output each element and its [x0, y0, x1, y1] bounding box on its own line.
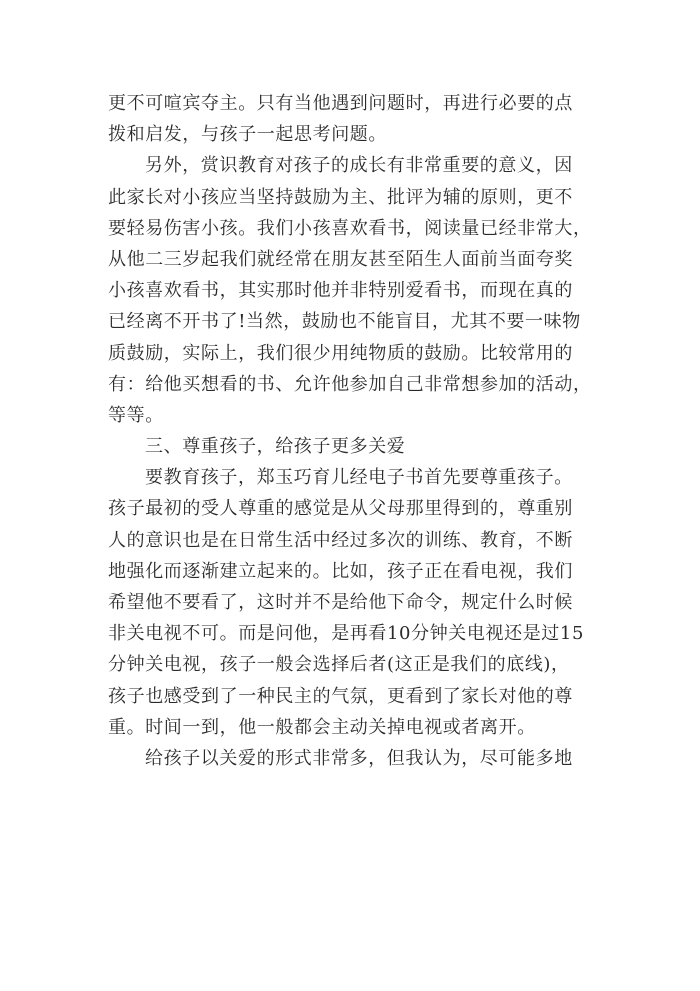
text-line: 更不可喧宾夺主。只有当他遇到问题时，再进行必要的点: [108, 93, 573, 114]
text-line: 此家长对小孩应当坚持鼓励为主、批评为辅的原则，更不: [108, 186, 573, 208]
text-line: 质鼓励，实际上，我们很少用纯物质的鼓励。比较常用的: [108, 342, 573, 364]
text-line: 地强化而逐渐建立起来的。比如，孩子正在看电视，我们: [108, 560, 573, 582]
text-line: 从他二三岁起我们就经常在朋友甚至陌生人面前当面夸奖: [108, 248, 573, 270]
text-line: 孩子也感受到了一种民主的气氛，更看到了家长对他的尊: [108, 685, 573, 707]
text-line: 要教育孩子，郑玉巧育儿经电子书首先要尊重孩子。: [145, 467, 573, 489]
text-line: 分钟关电视，孩子一般会选择后者(这正是我们的底线)，: [108, 654, 570, 676]
text-line: 给孩子以关爱的形式非常多，但我认为，尽可能多地: [145, 747, 573, 769]
text-line: 非关电视不可。而是问他，是再看10分钟关电视还是过15: [108, 623, 585, 645]
text-line: 小孩喜欢看书，其实那时他并非特别爱看书，而现在真的: [108, 280, 573, 302]
text-line: 重。时间一到，他一般都会主动关掉电视或者离开。: [108, 716, 536, 738]
text-line: 等等。: [108, 404, 164, 426]
text-line: 拨和启发，与孩子一起思考问题。: [108, 124, 387, 146]
text-line: 已经离不开书了!当然，鼓励也不能盲目，尤其不要一味物: [108, 311, 581, 333]
text-line: 有：给他买想看的书、允许他参加自己非常想参加的活动，: [108, 373, 592, 395]
text-line: 三、尊重孩子，给孩子更多关爱: [145, 436, 406, 458]
text-line: 要轻易伤害小孩。我们小孩喜欢看书，阅读量已经非常大，: [108, 217, 592, 239]
text-line: 希望他不要看了，这时并不是给他下命令，规定什么时候: [108, 592, 573, 613]
text-line: 另外，赏识教育对孩子的成长有非常重要的意义，因: [145, 155, 573, 177]
document-body: [108, 88, 592, 774]
text-line: 人的意识也是在日常生活中经过多次的训练、教育，不断: [108, 529, 573, 551]
text-line: 孩子最初的受人尊重的感觉是从父母那里得到的，尊重别: [108, 498, 573, 520]
